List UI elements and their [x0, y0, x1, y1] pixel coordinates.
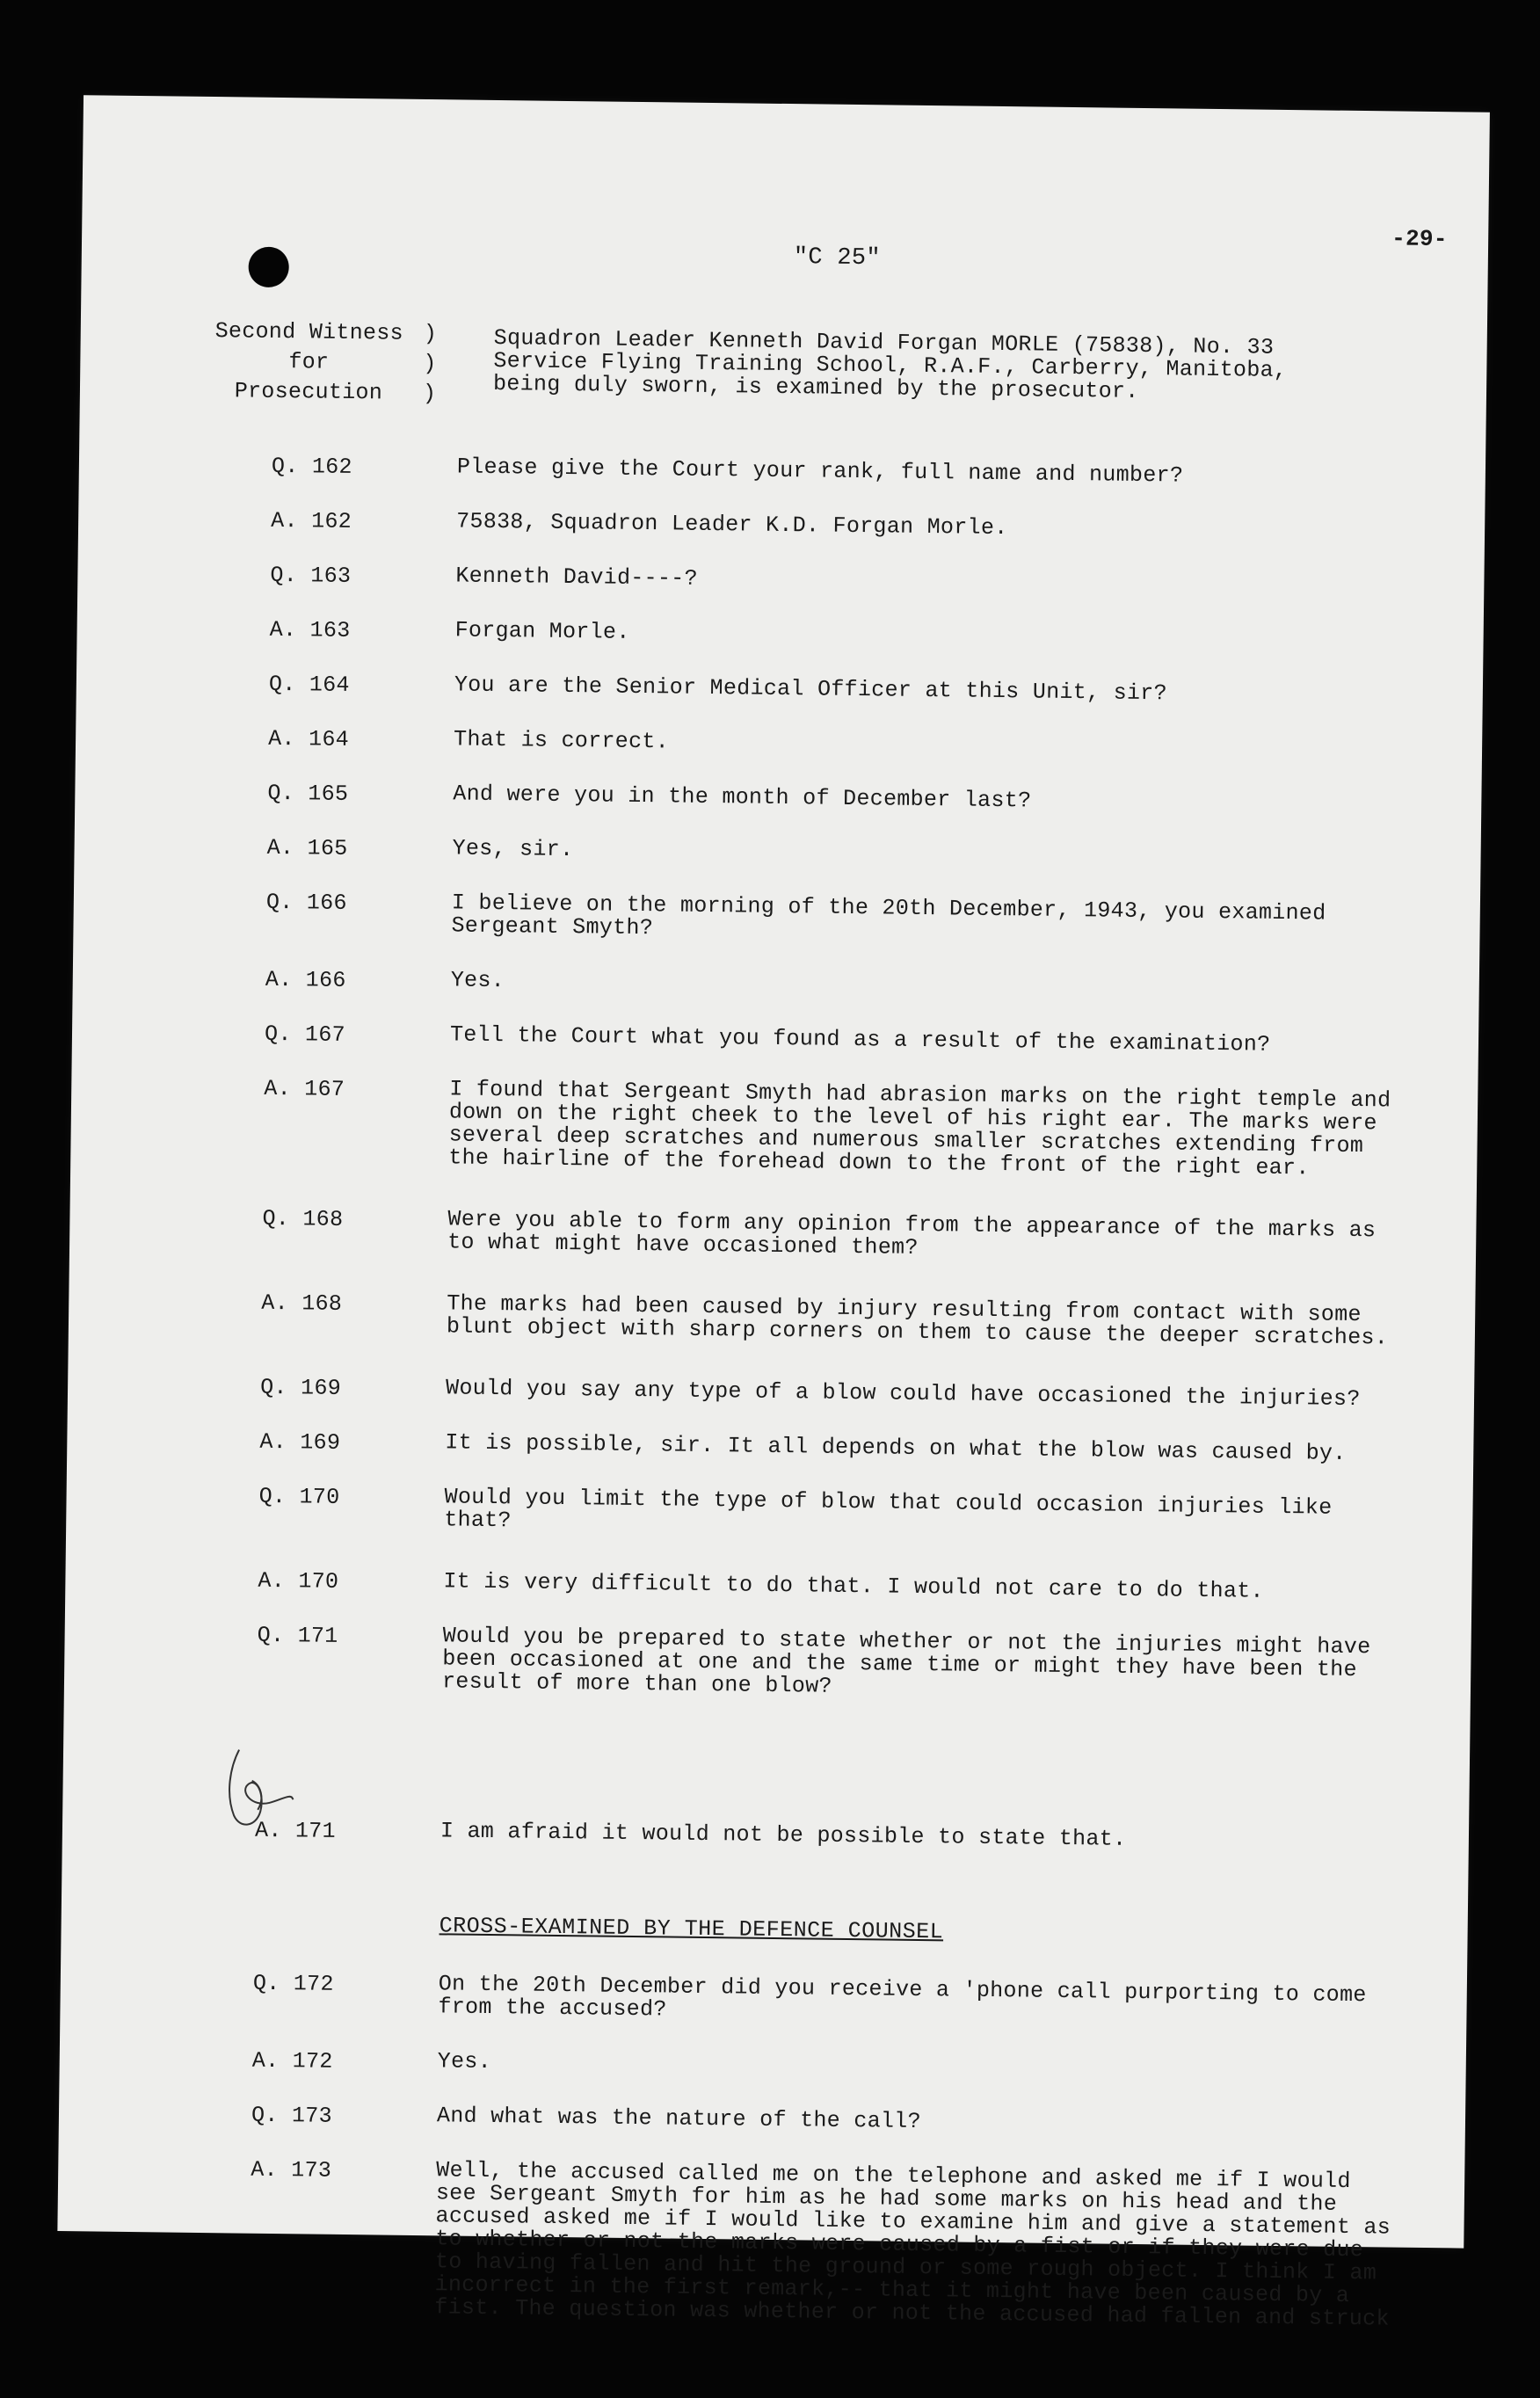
qa-row	[230, 1021, 1426, 1057]
qa-label: A. 164	[268, 725, 350, 752]
bracket: )	[422, 380, 437, 407]
qa-label: A. 172	[251, 2047, 333, 2075]
qa-label: Q. 166	[265, 889, 347, 916]
qa-label: A. 166	[265, 966, 346, 993]
exhibit-reference: "C 25"	[793, 244, 882, 272]
qa-text: I found that Sergeant Smyth had abrasion marks on the right temple and down on the right cheek to the level of his right ear. The marks were several deep scratches and numerous smaller scratches extending from the hairline of the forehead down to the front of the right ear.	[448, 1076, 1391, 1181]
qa-row	[234, 780, 1429, 814]
qa-row	[236, 562, 1432, 592]
qa-row	[233, 834, 1428, 863]
qa-label: A. 162	[271, 507, 352, 534]
qa-label: Q. 162	[271, 453, 352, 480]
qa-row	[219, 1970, 1414, 2023]
qa-label: A. 171	[254, 1817, 337, 1844]
witness-brackets	[423, 319, 438, 409]
qa-label: A. 168	[261, 1290, 343, 1317]
qa-text: Yes.	[437, 2048, 492, 2075]
qa-label: Q. 164	[268, 671, 350, 698]
qa-label: A. 169	[259, 1428, 341, 1456]
qa-text: Well, the accused called me on the telephone and asked me if I would see Sergeant Smyth for him as he had some marks on his head and the accused asked me if I would like to examine him and give a statement as to whether or not the marks were caused by a fist or if they were due to having fallen and hit the ground or some rough object. I think I am incorrect in the first remark,-- that it might have been caused by a fist. The question was whether or not the accused had fallen and struck	[434, 2157, 1391, 2332]
qa-row	[232, 889, 1427, 941]
qa-row	[225, 1483, 1420, 1534]
bracket: )	[423, 320, 438, 347]
qa-row	[229, 1075, 1425, 1181]
qa-text: Tell the Court what you found as a result of the examination?	[449, 1021, 1271, 1057]
qa-row	[221, 1817, 1416, 1852]
qa-text: Yes, sir.	[452, 835, 574, 863]
qa-row	[237, 453, 1433, 489]
qa-row	[223, 1622, 1419, 1699]
qa-row	[235, 671, 1430, 707]
qa-text: That is correct.	[453, 726, 670, 755]
qa-text: Were you able to form any opinion from the appearance of the marks as to what might have occasioned them?	[447, 1206, 1377, 1261]
qa-row	[226, 1428, 1421, 1466]
handwritten-initials-icon	[221, 1740, 301, 1845]
qa-label: Q. 168	[262, 1205, 344, 1232]
witness-label-line: for	[288, 349, 330, 375]
qa-row	[236, 616, 1431, 645]
qa-label: Q. 163	[270, 562, 352, 589]
qa-label: Q. 172	[252, 1970, 334, 1997]
qa-row	[231, 966, 1427, 994]
qa-label: Q. 169	[260, 1374, 342, 1401]
qa-row	[229, 1205, 1424, 1261]
qa-row	[234, 725, 1429, 755]
qa-text: Would you be prepared to state whether or not the injuries might have been occasioned at one and the same time or might they have been the result of more than one blow?	[441, 1623, 1371, 1699]
qa-text: Forgan Morle.	[454, 617, 630, 645]
page-number: -29-	[1391, 225, 1448, 253]
document-page	[57, 95, 1490, 2332]
qa-label: Q. 171	[257, 1622, 338, 1649]
qa-text: I am afraid it would not be possible to state that.	[439, 1818, 1127, 1852]
qa-label: Q. 167	[264, 1021, 346, 1048]
qa-text: I believe on the morning of the 20th December, 1943, you examined Sergeant Smyth?	[451, 890, 1326, 941]
qa-text: Would you limit the type of blow that could occasion injuries like that?	[444, 1484, 1333, 1534]
qa-text: Would you say any type of a blow could have occasioned the injuries?	[445, 1375, 1361, 1413]
qa-text: Yes.	[450, 967, 505, 994]
qa-row	[216, 2156, 1412, 2332]
qa-label: A. 165	[266, 834, 348, 861]
qa-text: On the 20th December did you receive a 'phone call purporting to come from the accused?	[438, 1971, 1367, 2023]
qa-label: Q. 170	[258, 1483, 340, 1510]
qa-label: Q. 165	[267, 780, 349, 807]
qa-text: It is very difficult to do that. I would not care to do that.	[443, 1568, 1264, 1604]
qa-row	[227, 1290, 1422, 1351]
qa-text: Please give the Court your rank, full name and number?	[456, 454, 1184, 489]
qa-label: A. 173	[251, 2156, 332, 2184]
qa-label: Q. 173	[251, 2102, 333, 2129]
qa-label: A. 163	[269, 616, 351, 643]
witness-label-line: Second Witness	[214, 318, 404, 346]
qa-text: 75838, Squadron Leader K.D. Forgan Morle.	[455, 508, 1008, 541]
qa-text: It is possible, sir. It all depends on what the blow was caused by.	[445, 1429, 1347, 1466]
witness-introduction: Squadron Leader Kenneth David Forgan MORLE (75838), No. 33 Service Flying Training School, R.A.F., Carberry, Manitoba, being duly sworn, is examined by the prosecutor.	[492, 324, 1288, 404]
qa-label: A. 170	[258, 1567, 339, 1595]
qa-row	[226, 1374, 1421, 1413]
witness-label	[203, 316, 415, 409]
qa-row	[217, 2102, 1413, 2135]
qa-row	[224, 1567, 1420, 1604]
witness-label-line: Prosecution	[234, 378, 383, 406]
qa-text: And were you in the month of December last?	[453, 781, 1032, 814]
qa-row	[236, 507, 1432, 541]
bracket: )	[423, 350, 437, 377]
qa-text: You are the Senior Medical Officer at this Unit, sir?	[454, 672, 1168, 707]
qa-label: A. 167	[264, 1075, 345, 1102]
cross-examination-heading: CROSS-EXAMINED BY THE DEFENCE COUNSEL	[439, 1913, 944, 1945]
qa-row	[218, 2047, 1413, 2075]
qa-text: Kenneth David----?	[455, 563, 699, 592]
qa-text: The marks had been caused by injury resulting from contact with some blunt object with sharp corners on them to cause the deeper scratches.	[446, 1290, 1389, 1351]
punch-hole	[248, 247, 289, 288]
qa-text: And what was the nature of the call?	[436, 2103, 922, 2135]
